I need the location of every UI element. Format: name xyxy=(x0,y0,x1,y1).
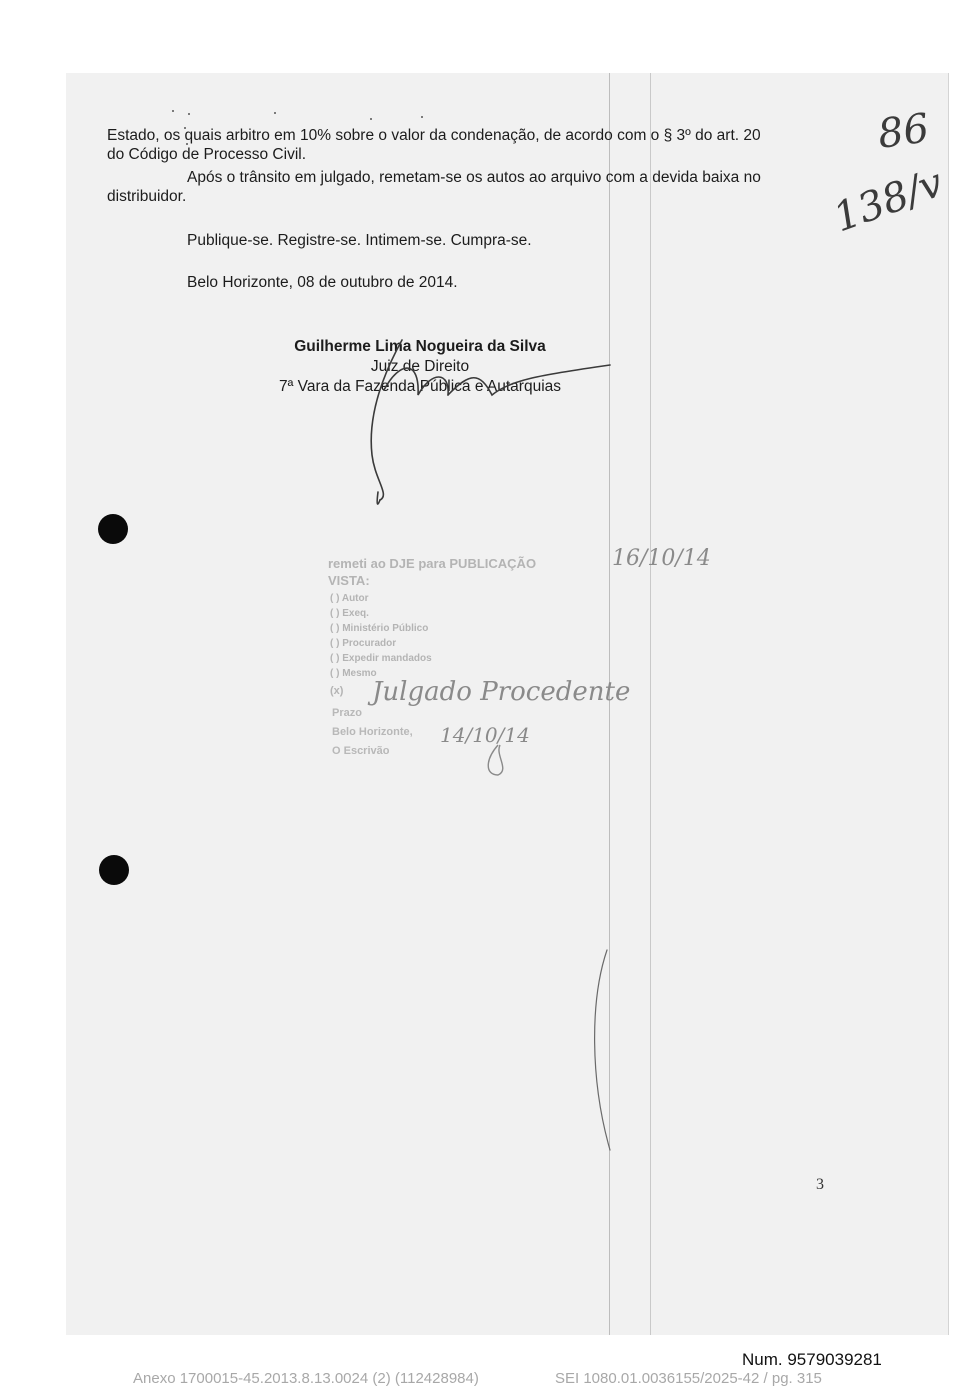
footer-annex: Anexo 1700015-45.2013.8.13.0024 (2) (112428984) xyxy=(133,1370,479,1387)
stamp-option: ( ) Mesmo xyxy=(330,668,377,679)
signature-block xyxy=(250,337,590,397)
stamp-handwritten-date: 16/10/14 xyxy=(612,546,711,571)
stamp-option: ( ) Procurador xyxy=(330,638,397,649)
stamp-handwritten-text: Julgado Procedente xyxy=(372,677,631,707)
stamp-option: ( ) Ministério Público xyxy=(330,623,429,634)
stamp-vista: VISTA: xyxy=(328,573,370,588)
stamp-place: Belo Horizonte, xyxy=(332,726,413,738)
punch-hole xyxy=(98,514,128,544)
stamp-option: ( ) Expedir mandados xyxy=(330,653,432,664)
place-date: Belo Horizonte, 08 de outubro de 2014. xyxy=(187,274,458,291)
signatory-name: Guilherme Lima Nogueira da Silva xyxy=(294,338,546,355)
sheet-number-top: 86 xyxy=(874,105,932,158)
document-number: Num. 9579039281 xyxy=(742,1350,882,1369)
punch-hole xyxy=(99,855,129,885)
stamp-handwritten-date-2: 14/10/14 xyxy=(440,723,530,747)
stamp-prazo: Prazo xyxy=(332,707,362,719)
sheet-number-side: 138/v xyxy=(827,159,950,242)
footer-sei: SEI 1080.01.0036155/2025-42 / pg. 315 xyxy=(555,1370,822,1387)
stamp-clerk: O Escrivão xyxy=(332,745,390,757)
stamp-option: ( ) Autor xyxy=(330,593,369,604)
faded-stamp xyxy=(260,468,680,708)
stamp-header: remeti ao DJE para PUBLICAÇÃO xyxy=(328,556,537,571)
signatory-role: Juiz de Direito xyxy=(370,358,470,375)
stamp-lower xyxy=(260,700,680,770)
paragraph-fees: Estado, os quais arbitro em 10% sobre o valor da condenação, de acordo com o § 3º do art. 20 do Código de Processo Civil. xyxy=(107,127,761,163)
page-number: 3 xyxy=(816,1176,824,1193)
signatory-court: 7ª Vara da Fazenda Pública e Autarquias xyxy=(278,378,562,395)
stamp-checked: (x) xyxy=(330,685,344,697)
publication-order: Publique-se. Registre-se. Intimem-se. Cumpra-se. xyxy=(187,232,532,249)
stamp-option: ( ) Exeq. xyxy=(330,608,369,619)
paragraph-archive: Após o trânsito em julgado, remetam-se os autos ao arquivo com a devida baixa no distribuidor. xyxy=(107,169,761,205)
